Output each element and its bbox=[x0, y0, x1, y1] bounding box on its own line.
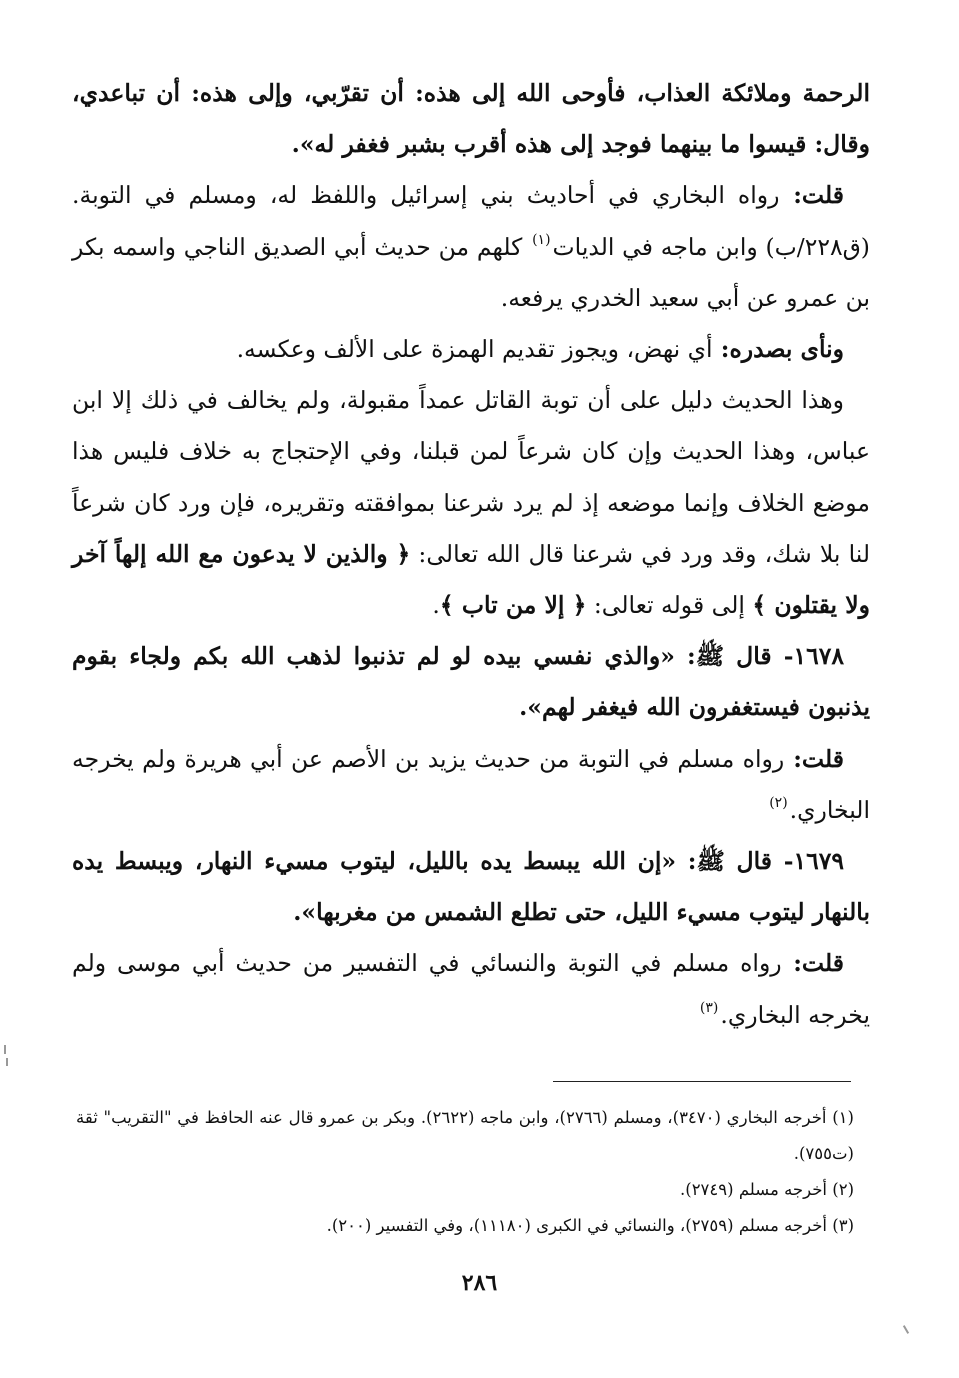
text-run: رواه البخاري في أحاديث بني إسرائيل واللفظ له، ومسلم في التوبة. (ق٢٢٨/ب) وابن ماجه في الديات bbox=[72, 181, 870, 261]
text-run: أي نهض، ويجوز تقديم الهمزة على الألف وعكسه. bbox=[236, 335, 713, 364]
bold-text: قلت: bbox=[781, 949, 845, 978]
text-run: كلهم من حديث أبي الصديق الناجي واسمه بكر بن عمرو عن أبي سعيد الخدري يرفعه. bbox=[72, 232, 870, 312]
paragraph bbox=[72, 734, 870, 836]
paragraph bbox=[72, 631, 870, 733]
footnote: (٣) أخرجه مسلم (٢٧٥٩)، والنسائي في الكبرى (١١١٨٠)، وفي التفسير (٢٠٠). bbox=[326, 1216, 854, 1235]
paragraph bbox=[72, 170, 870, 324]
text-run: إلى قوله تعالى: bbox=[586, 591, 753, 620]
text-run: رواه مسلم في التوبة من حديث يزيد بن الأصم عن أبي هريرة ولم يخرجه البخاري. bbox=[72, 744, 870, 824]
paragraph bbox=[72, 938, 870, 1040]
footnotes bbox=[76, 1100, 854, 1244]
scan-mark bbox=[6, 1058, 8, 1066]
page-number: ٢٨٦ bbox=[461, 1270, 498, 1296]
footnote-separator bbox=[553, 1081, 851, 1082]
bold-text: الرحمة وملائكة العذاب، فأوحى الله إلى هذه: أن تقرّبي، وإلى هذه: أن تباعدي، وقال: قيسوا ما بينهما فوجد إلى هذه أقرب بشبر فغفر له». bbox=[72, 79, 870, 159]
main-text bbox=[72, 68, 870, 1041]
bold-text: قلت: bbox=[779, 181, 844, 210]
scan-mark bbox=[903, 1325, 909, 1334]
bold-text: ونأى بصدره: bbox=[712, 335, 844, 364]
bold-text: ١٦٧٩- قال ﷺ: «إن الله يبسط يده بالليل، ليتوب مسيء النهار، ويبسط يده بالنهار ليتوب مسيء الليل، حتى تطلع الشمس من مغربها». bbox=[72, 847, 870, 927]
text-run: وهذا الحديث دليل على أن توبة القاتل عمداً مقبولة، ولم يخالف في ذلك إلا ابن عباس، وهذا الحديث وإن كان شرعاً لمن قبلنا، وفي الإحتجاج به خلاف فليس هذا موضع الخلاف وإنما موضعه إذ لم يرد شرعنا بموافقته وتقريره، فإن ورد كان شرعاً لنا بلا شك، وقد ورد في شرعنا قال الله تعالى: bbox=[72, 386, 871, 568]
paragraph bbox=[72, 375, 870, 631]
footnote-ref: (٢) bbox=[769, 795, 788, 812]
paragraph bbox=[72, 836, 870, 938]
footnote-ref: (٣) bbox=[699, 1000, 719, 1017]
footnote-ref: (١) bbox=[532, 232, 551, 249]
footnote: (١) أخرجه البخاري (٣٤٧٠)، ومسلم (٢٧٦٦)، وابن ماجه (٢٦٢٢). وبكر بن عمرو قال عنه الحافظ في "التقريب" ثقة (ت٧٥٥). bbox=[76, 1108, 854, 1163]
footnote: (٢) أخرجه مسلم (٢٧٤٩). bbox=[680, 1180, 854, 1199]
paragraph bbox=[72, 324, 870, 375]
bold-text: ﴿ والذين لا يدعون مع الله إلهاً آخر ولا يقتلون ﴾ bbox=[72, 539, 870, 620]
bold-text: ﴿ إلا من تاب ﴾ bbox=[439, 591, 587, 620]
bold-text: قلت: bbox=[784, 744, 844, 773]
text-run: . bbox=[432, 591, 440, 620]
paragraph bbox=[72, 68, 870, 170]
bold-text: ١٦٧٨- قال ﷺ: «والذي نفسي بيده لو لم تذنبوا لذهب الله بكم ولجاء بقوم يذنبون فيستغفرون الله فيغفر لهم». bbox=[72, 642, 870, 722]
scan-mark bbox=[4, 1045, 6, 1054]
text-run: رواه مسلم في التوبة والنسائي في التفسير من حديث أبي موسى ولم يخرجه البخاري. bbox=[72, 949, 870, 1029]
